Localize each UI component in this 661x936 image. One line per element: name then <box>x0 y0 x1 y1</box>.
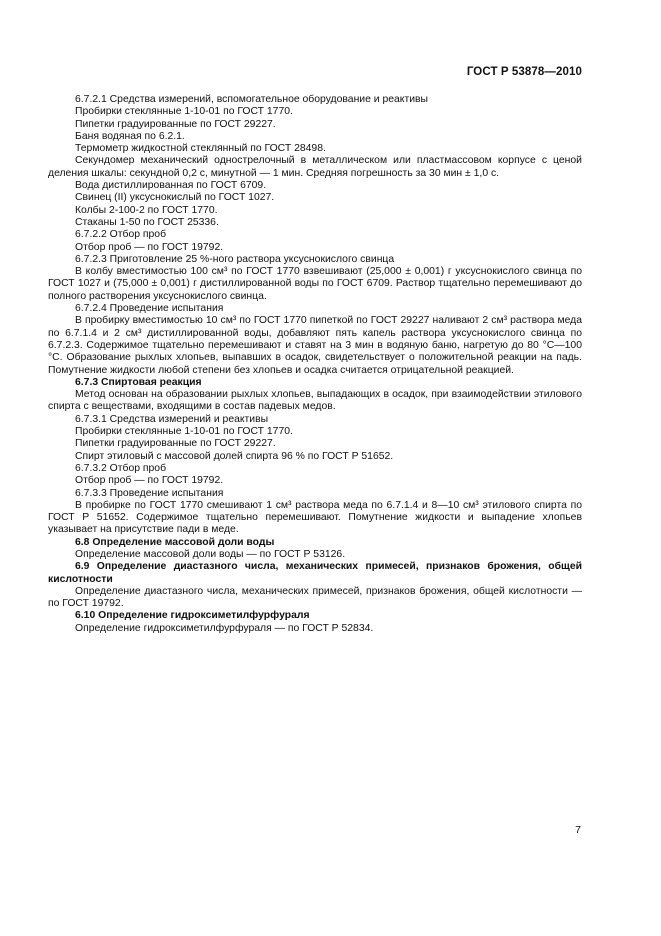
paragraph: Баня водяная по 6.2.1. <box>75 130 185 142</box>
paragraph: Спирт этиловый с массовой долей спирта 96 % по ГОСТ Р 51652. <box>75 450 394 462</box>
section-heading: 6.8 Определение массовой доли воды <box>75 536 275 548</box>
paragraph: Определение диастазного числа, механических примесей, признаков брожения, общей кислотности — по ГОСТ 19792. <box>48 585 582 610</box>
paragraph: 6.7.3.1 Средства измерений и реактивы <box>75 413 269 425</box>
section-heading: 6.7.3 Спиртовая реакция <box>75 376 202 388</box>
paragraph: Пробирки стеклянные 1-10-01 по ГОСТ 1770. <box>75 426 293 438</box>
document-body <box>48 94 582 635</box>
paragraph: 6.7.3.3 Проведение испытания <box>75 487 224 499</box>
paragraph: Термометр жидкостной стеклянный по ГОСТ 28498. <box>75 143 326 155</box>
paragraph: 6.7.2.3 Приготовление 25 %-ного раствора уксуснокислого свинца <box>75 253 395 265</box>
paragraph: Свинец (II) уксуснокислый по ГОСТ 1027. <box>75 192 275 204</box>
section-heading: 6.9 Определение диастазного числа, механических примесей, признаков брожения, общей кислотности <box>48 561 582 585</box>
paragraph: 6.7.2.4 Проведение испытания <box>75 303 224 315</box>
page-number: 7 <box>575 824 581 836</box>
paragraph: 6.7.2.2 Отбор проб <box>75 229 167 241</box>
paragraph: Колбы 2-100-2 по ГОСТ 1770. <box>75 204 218 216</box>
paragraph: Определение гидроксиметилфурфураля — по ГОСТ Р 52834. <box>75 622 374 634</box>
paragraph: Отбор проб — по ГОСТ 19792. <box>75 241 224 253</box>
paragraph: В пробирку вместимостью 10 см³ по ГОСТ 1770 пипеткой по ГОСТ 29227 наливают 2 см³ раствора меда по 6.7.1.4 и 2 см³ дистиллированной воды, добавляют пять капель раствора уксуснокислого свинца по 6.7.2.3. Содержимое тщательно перемешивают и ставят на 3 мин в водяную баню, нагретую до 80 °С—100 °С. Образование рыхлых хлопьев, выпавших в осадок, свидетельствует о положительной реакции на падь. Помутнение жидкости любой степени без хлопьев и осадка считается отрицательной реакцией. <box>48 315 582 376</box>
paragraph: 6.7.3.2 Отбор проб <box>75 462 167 474</box>
paragraph: Секундомер механический однострелочный в металлическом или пластмассовом корпусе с ценой деления шкалы: секундной 0,2 с, минутной — 1 мин. Средняя погрешность за 30 мин ± 1,0 с. <box>48 155 582 179</box>
paragraph: В колбу вместимостью 100 см³ по ГОСТ 1770 взвешивают (25,000 ± 0,001) г уксуснокислого свинца по ГОСТ 1027 и (75,000 ± 0,001) г дистиллированной воды по ГОСТ 6709. Раствор тщательно перемешивают до полного растворения уксуснокислого свинца. <box>48 266 582 302</box>
paragraph: Стаканы 1-50 по ГОСТ 25336. <box>75 216 219 228</box>
document-header-standard: ГОСТ Р 53878—2010 <box>466 66 582 78</box>
paragraph: 6.7.2.1 Средства измерений, вспомогательное оборудование и реактивы <box>75 94 429 105</box>
paragraph: Метод основан на образовании рыхлых хлопьев, выпадающих в осадок, при взаимодействии этилового спирта с веществами, входящими в состав падевых медов. <box>48 389 582 413</box>
paragraph: Вода дистиллированная по ГОСТ 6709. <box>75 180 267 192</box>
paragraph: Пипетки градуированные по ГОСТ 29227. <box>75 118 276 130</box>
paragraph: Определение массовой доли воды — по ГОСТ Р 53126. <box>75 548 346 560</box>
paragraph: Пробирки стеклянные 1-10-01 по ГОСТ 1770. <box>75 106 293 118</box>
section-heading: 6.10 Определение гидроксиметилфурфураля <box>75 610 310 622</box>
paragraph: Пипетки градуированные по ГОСТ 29227. <box>75 438 276 450</box>
paragraph: В пробирке по ГОСТ 1770 смешивают 1 см³ раствора меда по 6.7.1.4 и 8—10 см³ этилового спирта по ГОСТ Р 51652. Содержимое тщательно перемешивают. Помутнение жидкости и выпадение хлопьев указывает на присутствие пади в меде. <box>48 499 582 536</box>
paragraph: Отбор проб — по ГОСТ 19792. <box>75 475 224 487</box>
